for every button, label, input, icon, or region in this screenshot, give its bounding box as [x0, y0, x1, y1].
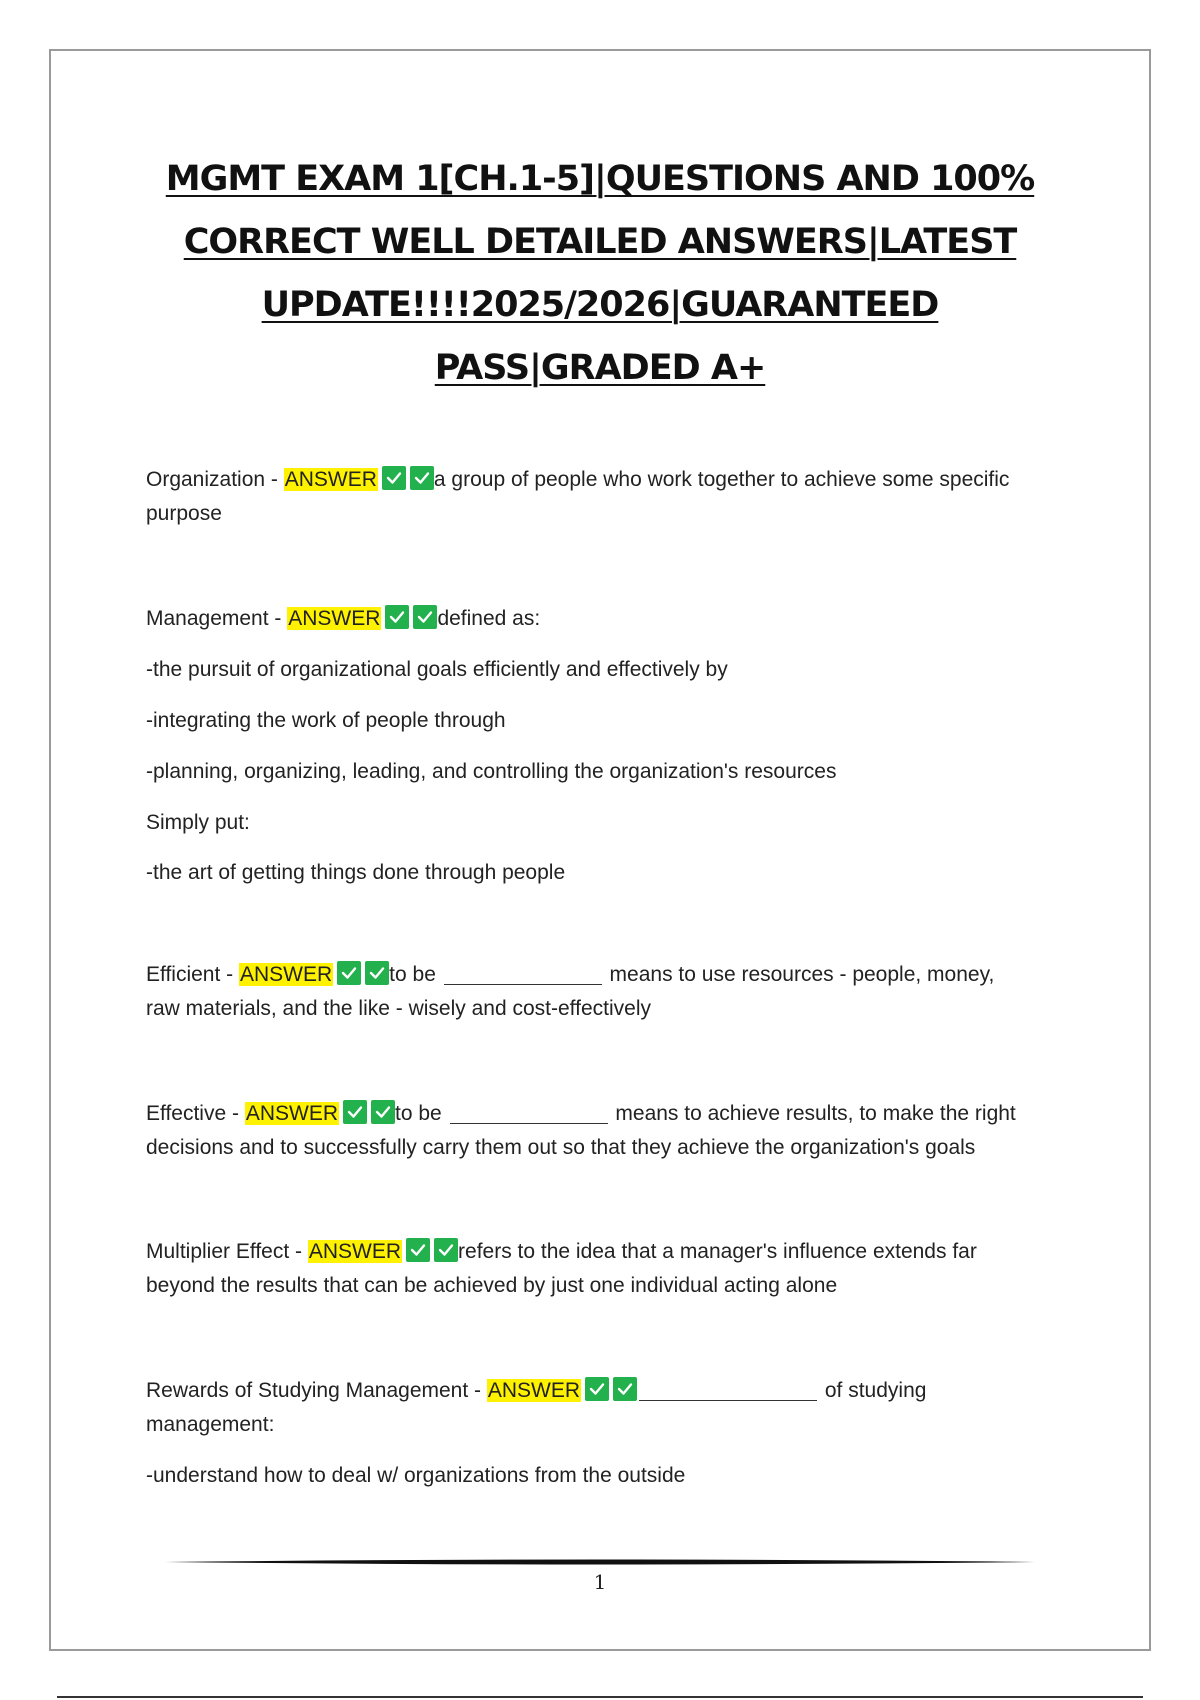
detail-line: -integrating the work of people through	[146, 709, 506, 732]
definition-text: a group of people who work together to achieve some specific	[433, 468, 1010, 491]
footer-divider	[165, 1558, 1035, 1566]
fill-in-blank	[444, 962, 602, 985]
term-label: Efficient -	[146, 963, 239, 986]
detail-line: -understand how to deal w/ organizations from the outside	[146, 1464, 686, 1487]
answer-highlight: ANSWER	[245, 1102, 339, 1125]
entry-multiplier-effect	[146, 1235, 977, 1269]
title-line-4: PASS|GRADED A+	[434, 348, 766, 388]
definition-continuation: purpose	[146, 502, 222, 525]
detail-line: Simply put:	[146, 811, 250, 834]
definition-text: means to achieve results, to make the right	[609, 1102, 1016, 1125]
definition-continuation: decisions and to successfully carry them out so that they achieve the organization's goals	[146, 1136, 976, 1159]
definition-text: to be	[395, 1102, 448, 1125]
term-label: Multiplier Effect -	[146, 1240, 308, 1263]
check-icon	[382, 466, 406, 490]
entry-management	[146, 602, 540, 636]
term-label: Rewards of Studying Management -	[146, 1379, 487, 1402]
check-icon	[385, 605, 409, 629]
check-icon	[406, 1238, 430, 1262]
check-icon	[585, 1377, 609, 1401]
detail-line: -the pursuit of organizational goals efficiently and effectively by	[146, 658, 728, 681]
check-icon	[371, 1100, 395, 1124]
detail-line: -planning, organizing, leading, and controlling the organization's resources	[146, 760, 837, 783]
definition-continuation: management:	[146, 1413, 275, 1436]
page-number: 1	[593, 1570, 607, 1594]
check-icon	[613, 1377, 637, 1401]
answer-highlight: ANSWER	[284, 468, 377, 491]
title-line-2: CORRECT WELL DETAILED ANSWERS|LATEST	[183, 222, 1017, 262]
answer-highlight: ANSWER	[308, 1240, 402, 1263]
definition-continuation: beyond the results that can be achieved by just one individual acting alone	[146, 1274, 838, 1297]
entry-effective	[146, 1097, 1016, 1131]
check-icon	[365, 961, 389, 985]
entry-rewards-of-studying-management	[146, 1374, 926, 1408]
term-label: Management -	[146, 607, 288, 630]
fill-in-blank	[450, 1101, 608, 1124]
next-page-edge	[57, 1696, 1143, 1698]
check-icon	[434, 1238, 458, 1262]
answer-highlight: ANSWER	[288, 607, 381, 630]
term-label: Organization -	[146, 468, 284, 491]
check-icon	[343, 1100, 367, 1124]
detail-line: -the art of getting things done through people	[146, 861, 566, 884]
definition-text: defined as:	[437, 607, 541, 630]
title-line-3: UPDATE!!!!2025/2026|GUARANTEED	[261, 285, 939, 325]
definition-continuation: raw materials, and the like - wisely and cost-effectively	[146, 997, 651, 1020]
term-label: Effective -	[146, 1102, 245, 1125]
definition-text: to be	[389, 963, 442, 986]
definition-text: means to use resources - people, money,	[603, 963, 995, 986]
entry-efficient	[146, 958, 994, 992]
definition-text: refers to the idea that a manager's influence extends far	[458, 1240, 977, 1263]
definition-text: of studying	[819, 1379, 927, 1402]
fill-in-blank	[639, 1378, 817, 1401]
document-title	[140, 148, 1060, 400]
answer-highlight: ANSWER	[239, 963, 333, 986]
answer-highlight: ANSWER	[487, 1379, 581, 1402]
check-icon	[337, 961, 361, 985]
check-icon	[413, 605, 437, 629]
title-line-1: MGMT EXAM 1[CH.1-5]|QUESTIONS AND 100%	[165, 159, 1035, 199]
entry-organization	[146, 463, 1009, 497]
check-icon	[410, 466, 434, 490]
